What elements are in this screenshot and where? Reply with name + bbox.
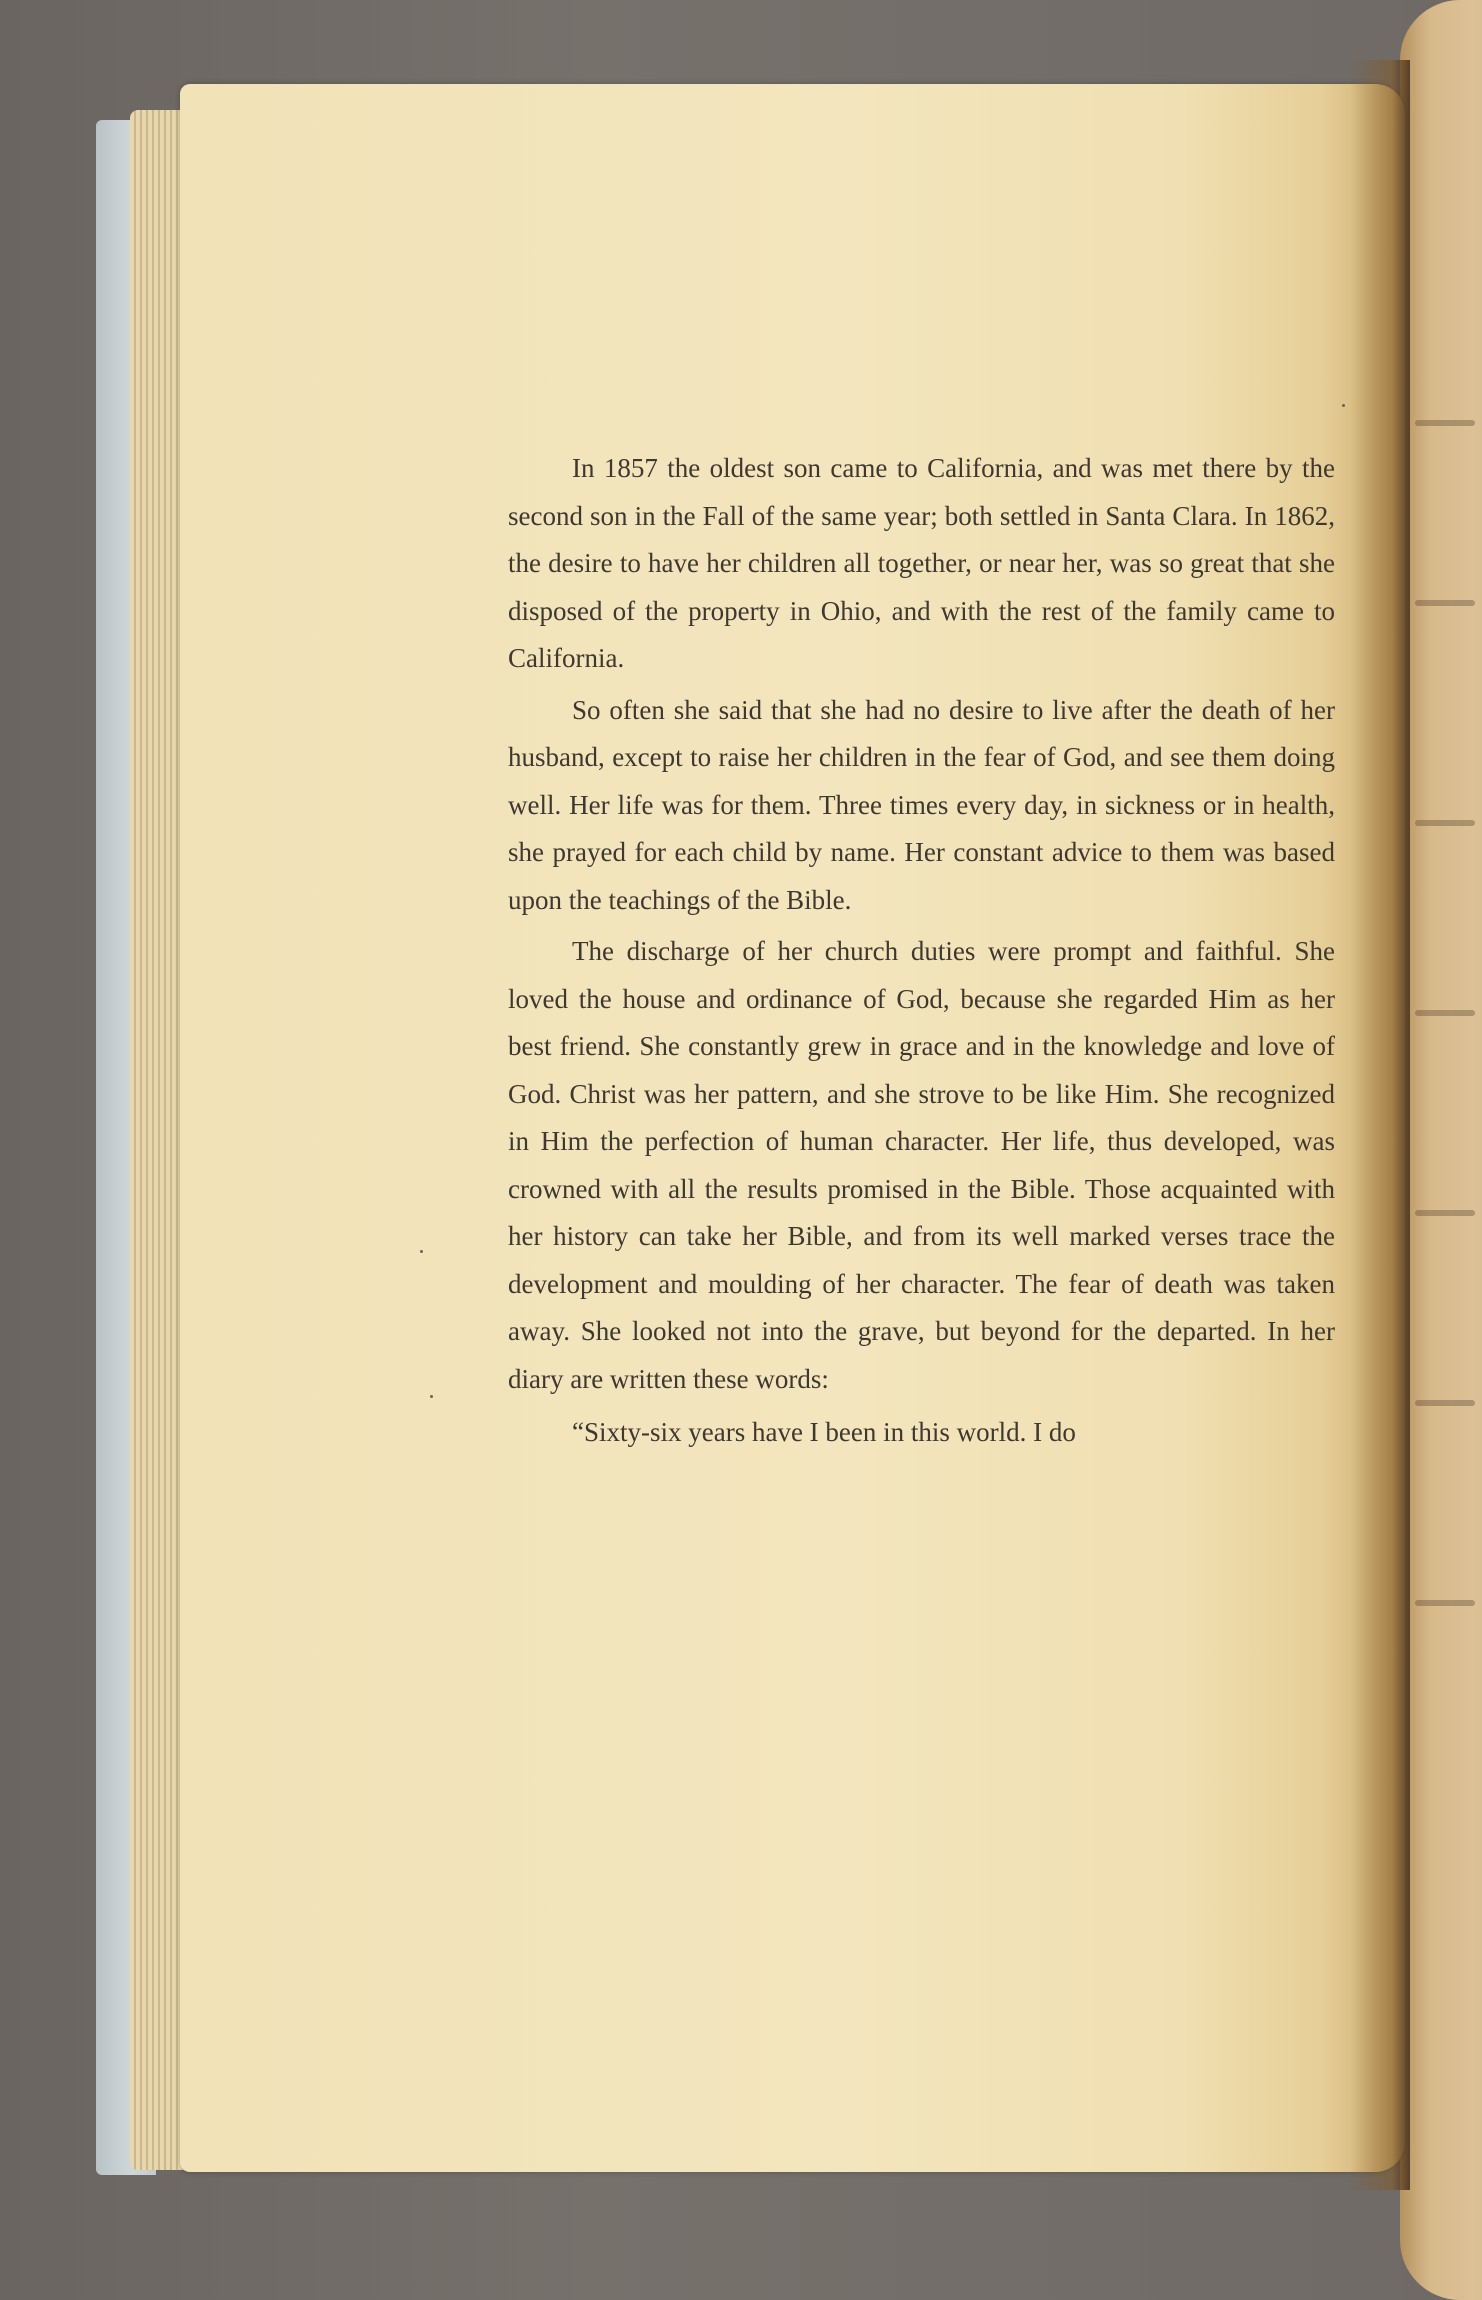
facing-page-bleed: [1415, 1210, 1475, 1216]
quote-start: “Sixty-six years have I been in this world. I do: [572, 1417, 1076, 1447]
facing-page-bleed: [1415, 420, 1475, 426]
paragraph: In 1857 the oldest son came to California, and was met there by the second son in the Fall of the same year; both settled in Santa Clara. In 1862, the desire to have her children all together, or near her, was so great that she disposed of the property in Ohio, and with the rest of the family came to California.: [508, 453, 1335, 673]
facing-page-bleed: [1415, 1400, 1475, 1406]
paper-speck: [420, 1250, 423, 1253]
facing-page-bleed: [1415, 1010, 1475, 1016]
facing-page: [1400, 0, 1482, 2300]
paper-speck: [430, 1395, 433, 1398]
facing-page-bleed: [1415, 600, 1475, 606]
page-text: [508, 445, 1335, 1461]
facing-page-bleed: [1415, 1600, 1475, 1606]
paragraph: So often she said that she had no desire to live after the death of her husband, except to raise her children in the fear of God, and see them doing well. Her life was for them. Three times every day, in sickness or in health, she prayed for each child by name. Her constant advice to them was based upon the teachings of the Bible.: [508, 694, 1335, 915]
paper-speck: [1342, 404, 1345, 407]
paragraph: The discharge of her church duties were prompt and faithful. She loved the house and ordinance of God, because she regarded Him as her best friend. She constantly grew in grace and in the knowledge and love of God. Christ was her pattern, and she strove to be like Him. She recognized in Him the perfection of human character. Her life, thus developed, was crowned with all the results promised in the Bible. Those acquainted with her history can take her Bible, and from its well marked verses trace the development and moulding of her character. The fear of death was taken away. She looked not into the grave, but beyond for the departed. In her diary are written these words:: [508, 936, 1335, 1394]
page-gutter-shadow: [1350, 60, 1410, 2190]
facing-page-bleed: [1415, 820, 1475, 826]
